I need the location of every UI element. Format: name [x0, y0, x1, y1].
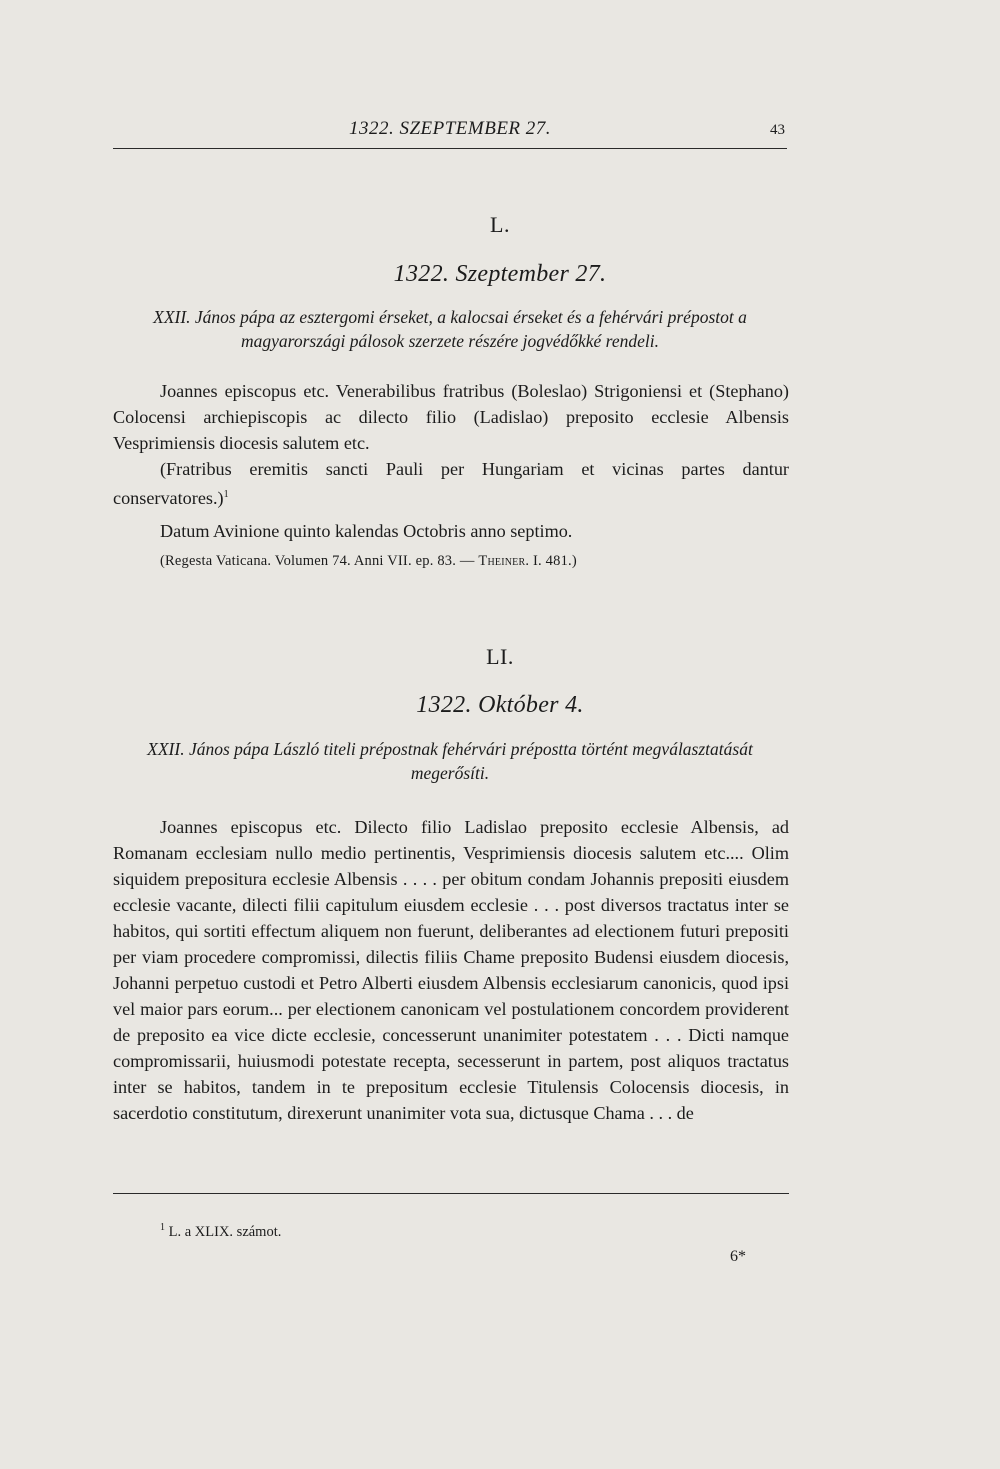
- summary-line: XXII. János pápa az esztergomi érseket, a kalocsai érseket és a fehérvári prépostot a: [153, 307, 747, 327]
- body-paragraph: Joannes episcopus etc. Dilecto filio Ladislao preposito ecclesie Albensis, ad Romanam ecclesiam nullo medio pertinentis, Vesprimiensis diocesis salutem etc.... Olim siquidem prepositura ecclesie Albensis . . . . per obitum condam Johannis prepositi eiusdem ecclesie vacante, dilecti filii capitulum eiusdem ecclesie . . . post diversos tractatus inter se habitos, qui sortiti effectum aliquem non fuerunt, deliberantes ad electionem futuri prepositi per viam procedere compromissi, dilectis filiis Chame preposito Budensi eiusdem diocesis, Johanni perpetuo custodi et Petro Alberti eiusdem Albensis ecclesiarum canonicis, quod ipsi vel maior pars eorum... per electionem canonicam vel postulationem concordem providerent de preposito ea vice dicte ecclesie, concesserunt unanimiter potestatem . . . Dicti namque compromissarii, huiusmodi potestate recepta, secesserunt in partem, post aliquos tractatus inter se habitos, tandem in te prepositum ecclesie Titulensis Colocensis diocesis, in sacerdotio constitutum, direxerunt unanimiter vota sua, dictusque Chama . . . de: [113, 817, 789, 1123]
- document-number: L.: [490, 212, 510, 237]
- citation-text: I. 481.): [533, 553, 577, 569]
- citation-author: Theiner.: [478, 553, 530, 569]
- citation-text: (Regesta Vaticana. Volumen 74. Anni VII. ep. 83. —: [160, 553, 475, 569]
- footnote-mark: 1: [160, 1222, 165, 1233]
- body-paragraph: Datum Avinione quinto kalendas Octobris anno septimo.: [160, 521, 573, 542]
- page-number: 43: [770, 122, 785, 138]
- footnote-text: L. a XLIX. számot.: [168, 1223, 282, 1240]
- body-paragraph: Joannes episcopus etc. Venerabilibus fratribus (Boleslao) Strigoniensi et (Stephano) Colocensi archiepiscopis ac dilecto filio (Ladislao) preposito ecclesie Albensis Vesprimiensis diocesis salutem etc.: [113, 381, 789, 453]
- document-body: [113, 378, 789, 544]
- paragraph-text: (Fratribus eremitis sancti Pauli per Hungariam et vicinas partes dantur conservatores.): [113, 459, 789, 509]
- summary-line: XXII. János pápa László titeli prépostnak fehérvári prépostta történt megválasztatását: [147, 739, 753, 759]
- document-summary: [113, 737, 787, 785]
- document-date: 1322. Szeptember 27.: [393, 261, 607, 287]
- footnote-reference: 1: [223, 489, 229, 500]
- summary-line: megerősíti.: [410, 763, 490, 783]
- document-date: 1322. Október 4.: [416, 692, 584, 718]
- running-header: [113, 116, 787, 149]
- footnote: [160, 1222, 281, 1241]
- source-citation: [160, 553, 790, 570]
- signature-mark: 6*: [730, 1248, 746, 1265]
- footnote-divider: [113, 1193, 789, 1194]
- document-body: [113, 814, 789, 1126]
- summary-line: magyarországi pálosok szerzete részére jogvédőkké rendeli.: [241, 331, 659, 351]
- running-title: 1322. SZEPTEMBER 27.: [348, 118, 552, 139]
- document-number: LI.: [486, 644, 514, 669]
- body-paragraph: [113, 456, 789, 511]
- document-summary: [113, 305, 787, 353]
